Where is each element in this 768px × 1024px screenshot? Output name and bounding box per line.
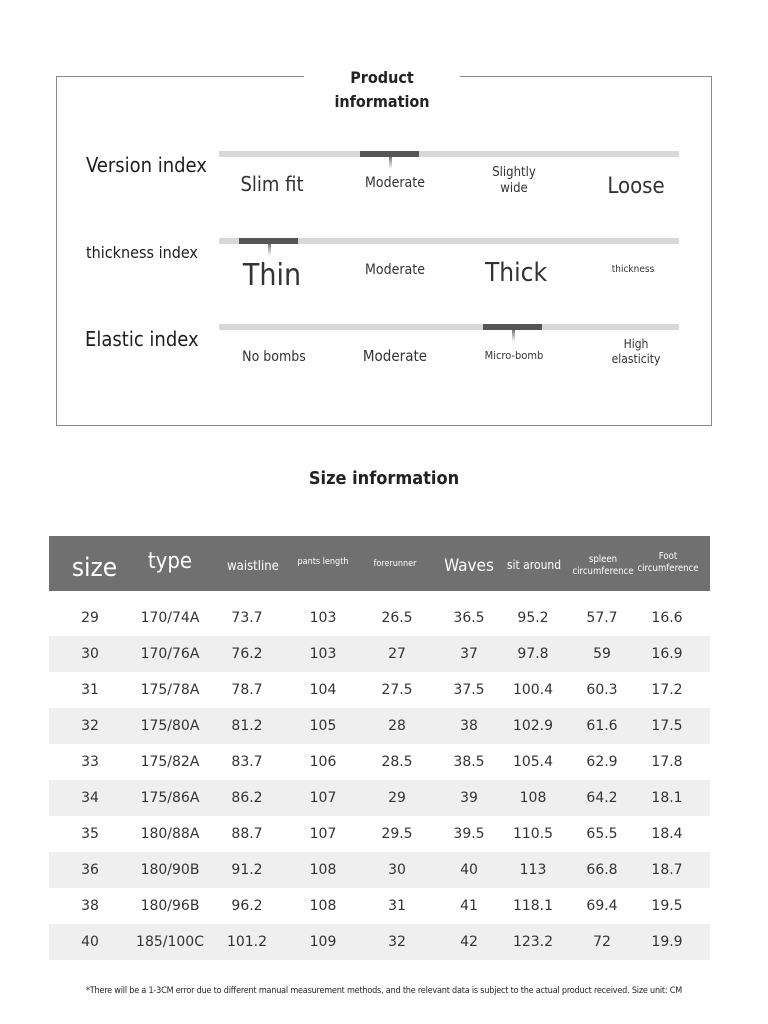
cell-type: 180/90B bbox=[140, 862, 200, 878]
thickness-option-thickness: thickness bbox=[611, 264, 655, 275]
cell-pants-length: 107 bbox=[309, 790, 337, 806]
cell-spleen-circumference: 62.9 bbox=[586, 754, 618, 770]
thickness-index-track bbox=[219, 238, 679, 244]
version-index-marker bbox=[360, 151, 419, 157]
thickness-option-thick: Thick bbox=[484, 258, 548, 288]
cell-size: 38 bbox=[81, 898, 99, 914]
cell-waistline: 86.2 bbox=[231, 790, 263, 806]
cell-type: 175/86A bbox=[140, 790, 200, 806]
table-row bbox=[49, 780, 710, 816]
cell-pants-length: 107 bbox=[309, 826, 337, 842]
cell-sit-around: 95.2 bbox=[517, 610, 549, 626]
cell-foot-circumference: 17.8 bbox=[651, 754, 683, 770]
cell-waves: 37 bbox=[460, 646, 478, 662]
elastic-index-marker bbox=[483, 324, 542, 330]
cell-spleen-circumference: 69.4 bbox=[586, 898, 618, 914]
version-index-label: Version index bbox=[86, 153, 207, 177]
table-row bbox=[49, 816, 710, 852]
cell-type: 175/78A bbox=[140, 682, 200, 698]
elastic-option-high-elasticity: High elasticity bbox=[611, 337, 661, 366]
cell-foot-circumference: 18.7 bbox=[651, 862, 683, 878]
cell-type: 170/76A bbox=[140, 646, 200, 662]
cell-size: 31 bbox=[81, 682, 99, 698]
cell-foot-circumference: 16.9 bbox=[651, 646, 683, 662]
table-row bbox=[49, 852, 710, 888]
size-info-title: Size information bbox=[308, 468, 460, 489]
cell-waistline: 81.2 bbox=[231, 718, 263, 734]
table-row bbox=[49, 888, 710, 924]
cell-sit-around: 110.5 bbox=[512, 826, 554, 842]
size-table-body bbox=[49, 591, 710, 960]
version-option-slim-fit: Slim fit bbox=[240, 172, 304, 196]
cell-sit-around: 108 bbox=[519, 790, 547, 806]
header-forerunner: forerunner bbox=[373, 559, 417, 570]
cell-sit-around: 118.1 bbox=[512, 898, 554, 914]
cell-spleen-circumference: 65.5 bbox=[586, 826, 618, 842]
cell-forerunner: 30 bbox=[388, 862, 406, 878]
cell-pants-length: 103 bbox=[309, 646, 337, 662]
cell-spleen-circumference: 60.3 bbox=[586, 682, 618, 698]
cell-foot-circumference: 19.9 bbox=[651, 934, 683, 950]
version-option-loose: Loose bbox=[607, 174, 665, 199]
thickness-index-label: thickness index bbox=[86, 243, 198, 262]
product-info-title: Product information bbox=[304, 66, 460, 90]
thickness-index-marker bbox=[239, 238, 298, 244]
header-size: size bbox=[71, 552, 118, 583]
version-index-track bbox=[219, 151, 679, 157]
elastic-option-moderate: Moderate bbox=[362, 347, 428, 365]
elastic-option-no-bombs: No bombs bbox=[242, 349, 306, 365]
cell-foot-circumference: 19.5 bbox=[651, 898, 683, 914]
cell-waistline: 101.2 bbox=[226, 934, 268, 950]
cell-waves: 39.5 bbox=[453, 826, 485, 842]
cell-spleen-circumference: 59 bbox=[593, 646, 611, 662]
cell-size: 35 bbox=[81, 826, 99, 842]
cell-forerunner: 29.5 bbox=[381, 826, 413, 842]
cell-type: 185/100C bbox=[136, 934, 204, 950]
cell-waistline: 91.2 bbox=[231, 862, 263, 878]
cell-foot-circumference: 18.4 bbox=[651, 826, 683, 842]
cell-pants-length: 103 bbox=[309, 610, 337, 626]
cell-forerunner: 28.5 bbox=[381, 754, 413, 770]
version-option-slightly-wide: Slightly wide bbox=[492, 165, 536, 197]
cell-waves: 42 bbox=[460, 934, 478, 950]
header-type: type bbox=[147, 549, 193, 575]
cell-spleen-circumference: 72 bbox=[593, 934, 611, 950]
cell-type: 170/74A bbox=[140, 610, 200, 626]
cell-forerunner: 32 bbox=[388, 934, 406, 950]
cell-sit-around: 100.4 bbox=[512, 682, 554, 698]
cell-sit-around: 97.8 bbox=[517, 646, 549, 662]
cell-waistline: 76.2 bbox=[231, 646, 263, 662]
cell-sit-around: 105.4 bbox=[512, 754, 554, 770]
cell-waistline: 83.7 bbox=[231, 754, 263, 770]
elastic-index-label: Elastic index bbox=[85, 327, 199, 351]
cell-size: 30 bbox=[81, 646, 99, 662]
cell-size: 33 bbox=[81, 754, 99, 770]
elastic-index-track bbox=[219, 324, 679, 330]
cell-size: 32 bbox=[81, 718, 99, 734]
cell-foot-circumference: 16.6 bbox=[651, 610, 683, 626]
version-option-moderate: Moderate bbox=[365, 175, 425, 191]
cell-type: 175/80A bbox=[140, 718, 200, 734]
header-waves: Waves bbox=[444, 556, 494, 577]
cell-size: 34 bbox=[81, 790, 99, 806]
cell-type: 180/88A bbox=[140, 826, 200, 842]
cell-spleen-circumference: 57.7 bbox=[586, 610, 618, 626]
elastic-option-micro-bomb: Micro-bomb bbox=[484, 349, 544, 362]
table-row bbox=[49, 636, 710, 672]
cell-size: 29 bbox=[81, 610, 99, 626]
table-row bbox=[49, 708, 710, 744]
cell-forerunner: 31 bbox=[388, 898, 406, 914]
cell-foot-circumference: 18.1 bbox=[651, 790, 683, 806]
cell-waves: 38 bbox=[460, 718, 478, 734]
cell-pants-length: 108 bbox=[309, 862, 337, 878]
cell-waves: 40 bbox=[460, 862, 478, 878]
table-row bbox=[49, 600, 710, 636]
cell-type: 175/82A bbox=[140, 754, 200, 770]
header-spleen-circumference: spleen circumference bbox=[572, 554, 634, 577]
cell-pants-length: 105 bbox=[309, 718, 337, 734]
cell-foot-circumference: 17.5 bbox=[651, 718, 683, 734]
cell-waves: 37.5 bbox=[453, 682, 485, 698]
cell-forerunner: 27.5 bbox=[381, 682, 413, 698]
table-row bbox=[49, 672, 710, 708]
cell-waves: 39 bbox=[460, 790, 478, 806]
cell-size: 40 bbox=[81, 934, 99, 950]
cell-spleen-circumference: 66.8 bbox=[586, 862, 618, 878]
cell-size: 36 bbox=[81, 862, 99, 878]
table-row bbox=[49, 744, 710, 780]
cell-waves: 36.5 bbox=[453, 610, 485, 626]
cell-pants-length: 108 bbox=[309, 898, 337, 914]
cell-pants-length: 104 bbox=[309, 682, 337, 698]
cell-spleen-circumference: 61.6 bbox=[586, 718, 618, 734]
cell-waves: 41 bbox=[460, 898, 478, 914]
header-pants-length: pants length bbox=[297, 557, 349, 568]
cell-waves: 38.5 bbox=[453, 754, 485, 770]
measurement-footnote: *There will be a 1-3CM error due to different manual measurement methods, and the relevant data is subject to the actual product received. Size unit: CM bbox=[85, 986, 683, 996]
cell-forerunner: 27 bbox=[388, 646, 406, 662]
cell-sit-around: 123.2 bbox=[512, 934, 554, 950]
cell-forerunner: 28 bbox=[388, 718, 406, 734]
cell-forerunner: 29 bbox=[388, 790, 406, 806]
cell-spleen-circumference: 64.2 bbox=[586, 790, 618, 806]
cell-waistline: 78.7 bbox=[231, 682, 263, 698]
size-table bbox=[49, 536, 710, 960]
cell-foot-circumference: 17.2 bbox=[651, 682, 683, 698]
thickness-option-moderate: Moderate bbox=[365, 262, 425, 278]
cell-waistline: 73.7 bbox=[231, 610, 263, 626]
cell-waistline: 88.7 bbox=[231, 826, 263, 842]
header-foot-circumference: Foot circumference bbox=[637, 551, 699, 574]
cell-forerunner: 26.5 bbox=[381, 610, 413, 626]
cell-sit-around: 102.9 bbox=[512, 718, 554, 734]
size-table-header bbox=[49, 536, 710, 591]
cell-pants-length: 106 bbox=[309, 754, 337, 770]
cell-sit-around: 113 bbox=[519, 862, 547, 878]
thickness-option-thin: Thin bbox=[242, 258, 302, 293]
cell-pants-length: 109 bbox=[309, 934, 337, 950]
header-waistline: waistline bbox=[227, 558, 279, 574]
cell-type: 180/96B bbox=[140, 898, 200, 914]
table-row bbox=[49, 924, 710, 960]
cell-waistline: 96.2 bbox=[231, 898, 263, 914]
header-sit-around: sit around bbox=[506, 558, 562, 573]
